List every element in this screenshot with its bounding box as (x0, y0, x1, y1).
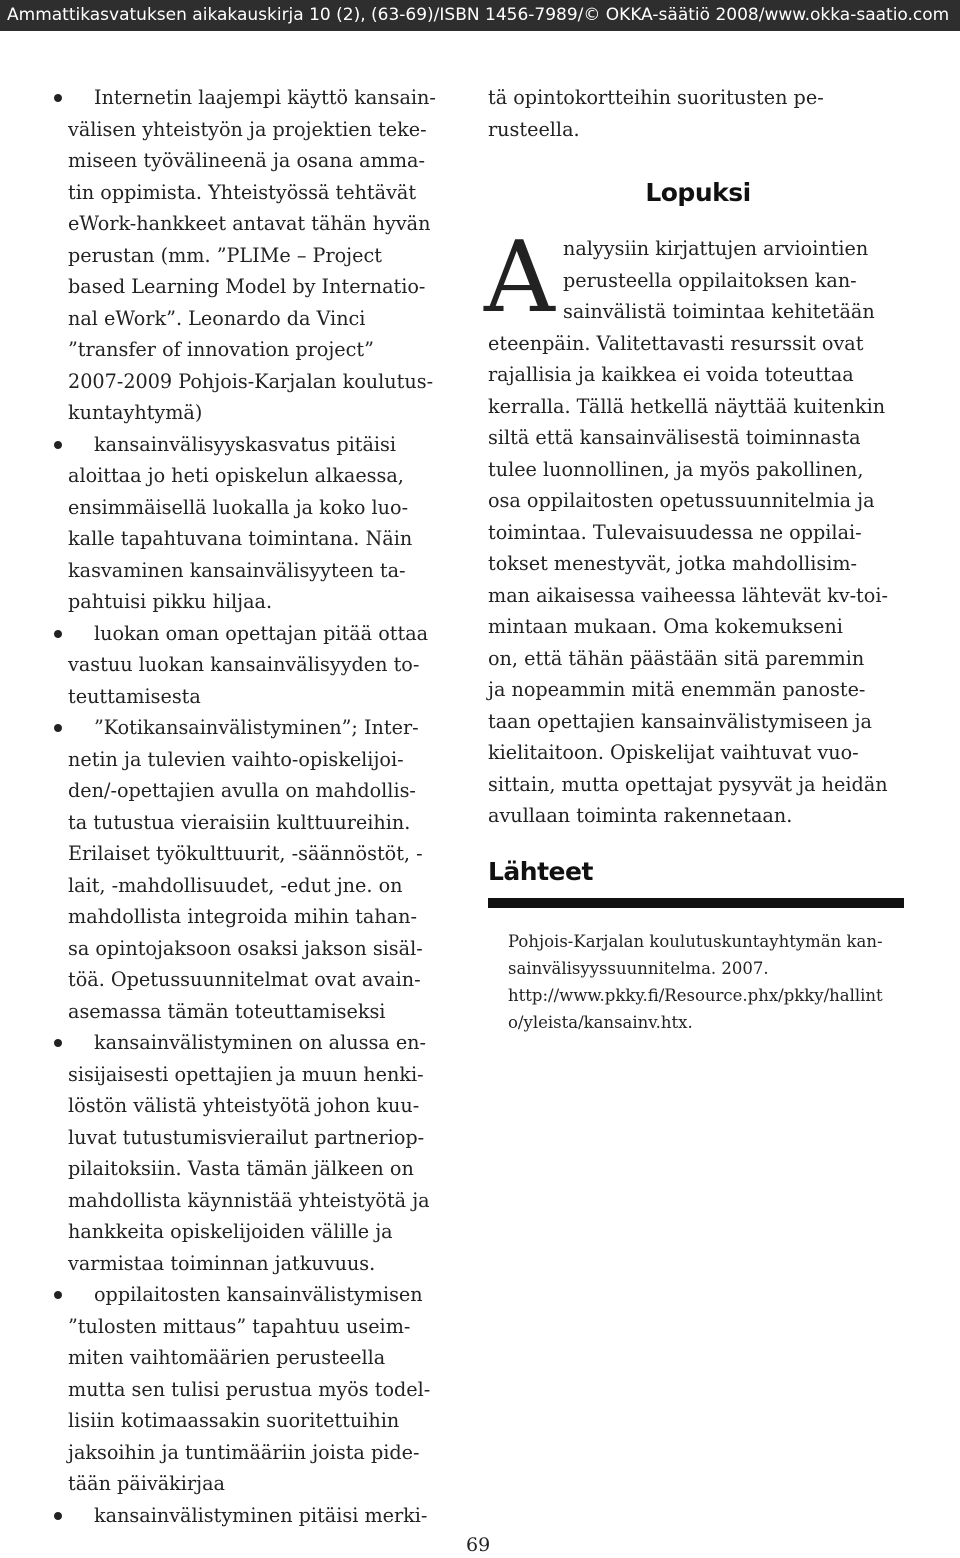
section-heading-lopuksi: Lopuksi (645, 178, 751, 207)
right-text-column (484, 82, 908, 1036)
text-line: kansainvälisyyskasvatus pitäisi (94, 432, 397, 456)
text-line: kansainvälistyminen pitäisi merki- (94, 1503, 428, 1527)
journal-citation: Ammattikasvatuksen aikakauskirja 10 (2), (63-69)/ISBN 1456-7989/© OKKA-säätiö 2008/www.okka-saatio.com (7, 5, 950, 25)
bullet-item-teacher (68, 618, 478, 650)
text-line: Internetin laajempi käyttö kansain- (94, 86, 436, 109)
text-line: kuntayhtymä) (68, 401, 203, 424)
text-line: miten vaihtomäärien perusteella (68, 1346, 386, 1369)
text-line: nal eWork”. Leonardo da Vinci (68, 306, 366, 330)
text-line: on, että tähän päästään sitä paremmin (488, 646, 865, 670)
text-line: tokset menestyvät, jotka mahdollisim- (488, 552, 858, 575)
text-line: kielitaitoon. Opiskelijat vaihtuvat vuo- (488, 741, 859, 764)
text-line: rusteella. (488, 117, 580, 141)
text-line: ensimmäisellä luokalla ja koko luo- (68, 495, 409, 519)
text-line: töä. Opetussuunnitelmat ovat avain- (68, 968, 421, 991)
text-line: lait, -mahdollisuudet, -edut jne. on (68, 873, 403, 897)
text-line: ”transfer of innovation project” (68, 338, 374, 361)
bullet-item-home-internationalization (68, 712, 478, 744)
page-number: 69 (466, 1534, 491, 1556)
section-rule (488, 898, 904, 908)
bullet-item-education (68, 429, 478, 461)
text-line: sainvälistä toimintaa kehitetään (563, 300, 875, 323)
text-line: asemassa tämän toteuttamiseksi (68, 999, 386, 1023)
text-line: pilaitoksiin. Vasta tämän jälkeen on (68, 1157, 414, 1180)
text-line: osa oppilaitosten opetussuunnitelmia ja (488, 489, 875, 512)
text-line: avullaan toiminta rakennetaan. (488, 804, 793, 827)
text-line: based Learning Model by Internatio- (68, 275, 426, 298)
text-line: Erilaiset työkulttuurit, -säännöstöt, - (68, 842, 423, 865)
text-line: kasvaminen kansainvälisyyteen ta- (68, 558, 406, 582)
text-line: löstön välistä yhteistyötä johon kuu- (68, 1094, 420, 1117)
text-line: mahdollista käynnistää yhteistyötä ja (68, 1188, 430, 1212)
text-line: eteenpäin. Valitettavasti resurssit ovat (488, 331, 864, 355)
text-line: kerralla. Tällä hetkellä näyttää kuitenkin (488, 394, 886, 418)
journal-header-bar (0, 0, 960, 31)
reference-line: sainvälisyyssuunnitelma. 2007. (508, 958, 769, 978)
bullet-item-staff-cooperation (68, 1027, 478, 1059)
text-line: toimintaa. Tulevaisuudessa ne oppilai- (488, 520, 862, 544)
text-line: mintaan mukaan. Oma kokemukseni (488, 615, 843, 638)
text-line: eWork-hankkeet antavat tähän hyvän (68, 212, 431, 235)
bullet-item-internet (68, 82, 478, 114)
bullet-item-measurement (68, 1279, 478, 1311)
references-list (488, 928, 908, 1036)
text-line: oppilaitosten kansainvälistymisen (94, 1283, 423, 1306)
text-line: taan opettajien kansainvälistymiseen ja (488, 709, 872, 733)
text-line: ta tutustua vieraisiin kulttuureihin. (68, 810, 411, 834)
reference-line: Pohjois-Karjalan koulutuskuntayhtymän kan- (508, 931, 883, 951)
text-line: netin ja tulevien vaihto-opiskelijoi- (68, 747, 404, 771)
text-line: jaksoihin ja tuntimääriin joista pide- (68, 1440, 420, 1464)
text-line: ”tulosten mittaus” tapahtuu useim- (68, 1314, 411, 1338)
drop-cap-letter: A (484, 221, 555, 335)
text-line: lisiin kotimaassakin suoritettuihin (68, 1409, 400, 1432)
text-line: kansainvälistyminen on alussa en- (94, 1031, 427, 1054)
text-line: luvat tutustumisvierailut partneriop- (68, 1125, 425, 1149)
text-line: tä opintokortteihin suoritusten pe- (488, 86, 824, 109)
text-line: perustan (mm. ”PLIMe – Project (68, 243, 382, 267)
text-line: mahdollista integroida mihin tahan- (68, 905, 417, 928)
left-text-column (68, 82, 478, 1531)
text-line: man aikaisessa vaiheessa lähtevät kv-toi- (488, 583, 888, 607)
text-line: vastuu luokan kansainvälisyyden to- (68, 653, 420, 676)
dropcap-paragraph (484, 221, 908, 335)
text-line: siltä että kansainvälisestä toiminnasta (488, 426, 861, 449)
reference-url-line[interactable]: o/yleista/kansainv.htx. (508, 1012, 693, 1032)
text-line: mutta sen tulisi perustua myös todel- (68, 1377, 431, 1401)
text-line: tään päiväkirjaa (68, 1472, 225, 1495)
text-line: sa opintojaksoon osaksi jakson sisäl- (68, 936, 423, 960)
text-line: den/-opettajien avulla on mahdollis- (68, 779, 416, 802)
text-line: pahtuisi pikku hiljaa. (68, 590, 273, 613)
text-line: sisijaisesti opettajien ja muun henki- (68, 1062, 424, 1086)
text-line: miseen työvälineenä ja osana amma- (68, 149, 425, 172)
text-line: perusteella oppilaitoksen kan- (563, 268, 857, 292)
text-line: sittain, mutta opettajat pysyvät ja heidän (488, 772, 888, 796)
text-line: rajallisia ja kaikkea ei voida toteuttaa (488, 363, 854, 386)
text-line: nalyysiin kirjattujen arviointien (563, 237, 869, 260)
text-line: välisen yhteistyön ja projektien teke- (68, 117, 427, 141)
text-line: 2007-2009 Pohjois-Karjalan koulutus- (68, 369, 434, 393)
reference-url-line[interactable]: http://www.pkky.fi/Resource.phx/pkky/hallint (508, 985, 883, 1005)
text-line: ja nopeammin mitä enemmän panoste- (488, 678, 866, 701)
text-line: tin oppimista. Yhteistyössä tehtävät (68, 180, 417, 204)
text-line: hankkeita opiskelijoiden välille ja (68, 1220, 393, 1243)
text-line: teuttamisesta (68, 684, 201, 708)
text-line: luokan oman opettajan pitää ottaa (94, 621, 429, 645)
text-line: kalle tapahtuvana toimintana. Näin (68, 527, 413, 550)
bullet-item-marking (68, 1500, 478, 1532)
text-line: varmistaa toiminnan jatkuvuus. (68, 1251, 376, 1275)
text-line: aloittaa jo heti opiskelun alkaessa, (68, 464, 404, 487)
section-heading-lahteet: Lähteet (488, 856, 593, 886)
text-line: ”Kotikansainvälistyminen”; Inter- (94, 716, 419, 739)
text-line: tulee luonnollinen, ja myös pakollinen, (488, 457, 864, 481)
